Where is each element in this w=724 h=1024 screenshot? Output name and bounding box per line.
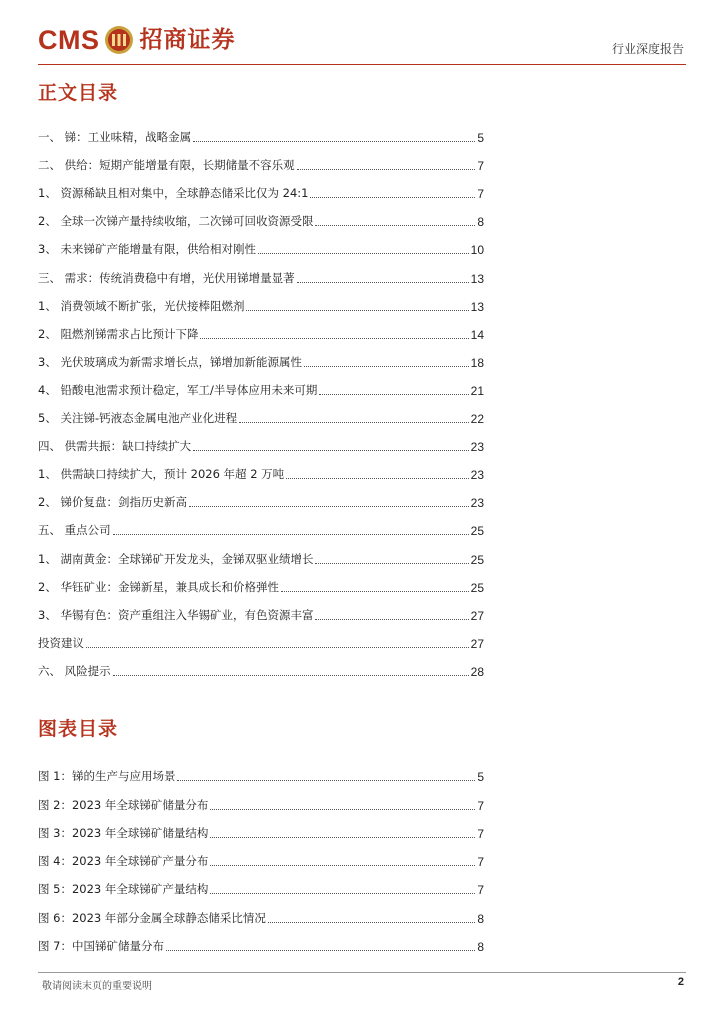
toc-entry-label: 5、 关注锑-钙液态金属电池产业化进程 <box>38 411 238 426</box>
toc-entry-page: 25 <box>470 524 484 539</box>
toc-entry-page: 22 <box>470 412 484 427</box>
figure-entry-label: 图 2：2023 年全球锑矿储量分布 <box>38 797 209 812</box>
dot-leader <box>268 922 475 923</box>
toc-entry-page: 25 <box>470 552 484 567</box>
toc-entry[interactable] <box>38 201 484 229</box>
toc-entry[interactable] <box>38 145 484 173</box>
toc-entry[interactable] <box>38 454 484 482</box>
figure-entry-page: 7 <box>477 798 484 813</box>
dot-leader <box>281 591 469 592</box>
toc-entry[interactable] <box>38 229 484 257</box>
toc-entry-label: 1、 资源稀缺且相对集中，全球静态储采比仅为 24:1 <box>38 186 309 201</box>
toc-entry-label: 四、 供需共振：缺口持续扩大 <box>38 439 192 454</box>
dot-leader <box>310 197 475 198</box>
figure-entry-page: 8 <box>477 911 484 926</box>
toc-entry-label: 3、 光伏玻璃成为新需求增长点，锑增加新能源属性 <box>38 354 302 369</box>
company-logo <box>38 22 236 58</box>
toc-entry-page: 18 <box>470 355 484 370</box>
toc-entry[interactable] <box>38 567 484 595</box>
footer-disclaimer: 敬请阅读末页的重要说明 <box>42 981 152 992</box>
dot-leader <box>315 619 468 620</box>
footer-divider <box>38 972 686 973</box>
toc-list <box>38 117 484 679</box>
toc-entry[interactable] <box>38 173 484 201</box>
toc-entry-page: 23 <box>470 468 484 483</box>
toc-entry-label: 一、 锑：工业味精，战略金属 <box>38 130 192 145</box>
dot-leader <box>113 534 469 535</box>
dot-leader <box>193 450 468 451</box>
toc-entry-label: 3、 华锡有色：资产重组注入华锡矿业，有色资源丰富 <box>38 607 314 622</box>
dot-leader <box>210 837 475 838</box>
toc-entry-page: 8 <box>477 215 484 230</box>
dot-leader <box>86 647 469 648</box>
figure-entry[interactable] <box>38 813 484 841</box>
toc-entry-page: 5 <box>477 131 484 146</box>
toc-entry[interactable] <box>38 398 484 426</box>
toc-entry[interactable] <box>38 370 484 398</box>
report-type-label: 行业深度报告 <box>611 42 684 56</box>
dot-leader <box>239 422 469 423</box>
toc-entry-page: 7 <box>477 187 484 202</box>
toc-entry-page: 25 <box>470 580 484 595</box>
toc-entry-page: 27 <box>470 608 484 623</box>
page-number: 2 <box>677 976 684 988</box>
toc-entry-label: 1、 供需缺口持续扩大，预计 2026 年超 2 万吨 <box>38 467 285 482</box>
dot-leader <box>210 809 475 810</box>
toc-entry-label: 2、 锑价复盘：剑指历史新高 <box>38 495 187 510</box>
toc-entry-page: 23 <box>470 496 484 511</box>
dot-leader <box>304 366 469 367</box>
toc-entry-label: 4、 铅酸电池需求预计稳定，军工/半导体应用未来可期 <box>38 382 318 397</box>
dot-leader <box>319 394 468 395</box>
toc-entry-page: 23 <box>470 440 484 455</box>
cms-badge-icon <box>104 25 134 55</box>
toc-entry-label: 二、 供给：短期产能增量有限，长期储量不容乐观 <box>38 158 295 173</box>
toc-entry[interactable] <box>38 623 484 651</box>
toc-entry[interactable] <box>38 482 484 510</box>
figure-entry-label: 图 1：锑的生产与应用场景 <box>38 769 176 784</box>
figure-entry[interactable] <box>38 897 484 925</box>
figure-entry[interactable] <box>38 869 484 897</box>
logo-company-name: 招商证券 <box>139 27 236 53</box>
dot-leader <box>246 310 468 311</box>
toc-entry-label: 三、 需求：传统消费稳中有增，光伏用锑增量显著 <box>38 270 295 285</box>
toc-entry-page: 13 <box>470 299 484 314</box>
dot-leader <box>200 338 468 339</box>
figure-entry-page: 7 <box>477 883 484 898</box>
toc-entry-label: 1、 湖南黄金：全球锑矿开发龙头，金锑双驱业绩增长 <box>38 551 314 566</box>
toc-entry-label: 2、 阻燃剂锑需求占比预计下降 <box>38 326 199 341</box>
figure-entry-page: 8 <box>477 940 484 955</box>
dot-leader <box>193 141 475 142</box>
toc-entry[interactable] <box>38 651 484 679</box>
dot-leader <box>210 893 475 894</box>
toc-entry-label: 投资建议 <box>38 635 84 650</box>
toc-entry[interactable] <box>38 117 484 145</box>
figure-entry-page: 7 <box>477 855 484 870</box>
figure-entry[interactable] <box>38 841 484 869</box>
toc-entry-page: 21 <box>470 383 484 398</box>
toc-entry-page: 7 <box>477 159 484 174</box>
toc-entry[interactable] <box>38 286 484 314</box>
figure-entry[interactable] <box>38 784 484 812</box>
toc-entry[interactable] <box>38 257 484 285</box>
toc-entry-label: 六、 风险提示 <box>38 663 111 678</box>
dot-leader <box>258 253 469 254</box>
dot-leader <box>113 675 469 676</box>
figure-entry-label: 图 5：2023 年全球锑矿产量结构 <box>38 882 209 897</box>
toc-entry-page: 10 <box>470 243 484 258</box>
header-divider <box>38 64 686 65</box>
figure-entry-page: 5 <box>477 770 484 785</box>
figure-entry-page: 7 <box>477 826 484 841</box>
figures-list <box>38 756 484 954</box>
dot-leader <box>315 225 475 226</box>
toc-entry-label: 3、 未来锑矿产能增量有限，供给相对刚性 <box>38 242 256 257</box>
toc-entry[interactable] <box>38 595 484 623</box>
figure-entry[interactable] <box>38 926 484 954</box>
toc-entry-page: 28 <box>470 664 484 679</box>
figure-entry-label: 图 4：2023 年全球锑矿产量分布 <box>38 854 209 869</box>
figure-entry[interactable] <box>38 756 484 784</box>
dot-leader <box>297 282 469 283</box>
toc-entry[interactable] <box>38 342 484 370</box>
toc-entry-label: 2、 全球一次锑产量持续收缩，二次锑可回收资源受限 <box>38 214 314 229</box>
toc-entry[interactable] <box>38 426 484 454</box>
dot-leader <box>177 780 475 781</box>
dot-leader <box>315 563 468 564</box>
toc-entry-page: 14 <box>470 327 484 342</box>
dot-leader <box>189 506 469 507</box>
toc-entry-page: 27 <box>470 636 484 651</box>
figure-entry-label: 图 7：中国锑矿储量分布 <box>38 939 164 954</box>
toc-entry-label: 五、 重点公司 <box>38 523 111 538</box>
figure-entry-label: 图 6：2023 年部分金属全球静态储采比情况 <box>38 910 266 925</box>
figure-entry-label: 图 3：2023 年全球锑矿储量结构 <box>38 825 209 840</box>
dot-leader <box>210 865 475 866</box>
dot-leader <box>166 950 475 951</box>
toc-entry-page: 13 <box>470 271 484 286</box>
toc-entry[interactable] <box>38 314 484 342</box>
toc-entry[interactable] <box>38 510 484 538</box>
logo-cms-text: CMS <box>38 25 100 55</box>
dot-leader <box>286 478 468 479</box>
page-header <box>0 0 724 68</box>
toc-entry-label: 1、 消费领域不断扩张，光伏接棒阻燃剂 <box>38 298 245 313</box>
dot-leader <box>297 169 476 170</box>
toc-title: 正文目录 <box>38 82 119 104</box>
toc-entry[interactable] <box>38 538 484 566</box>
figures-title: 图表目录 <box>38 718 119 740</box>
toc-entry-label: 2、 华钰矿业：金锑新星，兼具成长和价格弹性 <box>38 579 279 594</box>
